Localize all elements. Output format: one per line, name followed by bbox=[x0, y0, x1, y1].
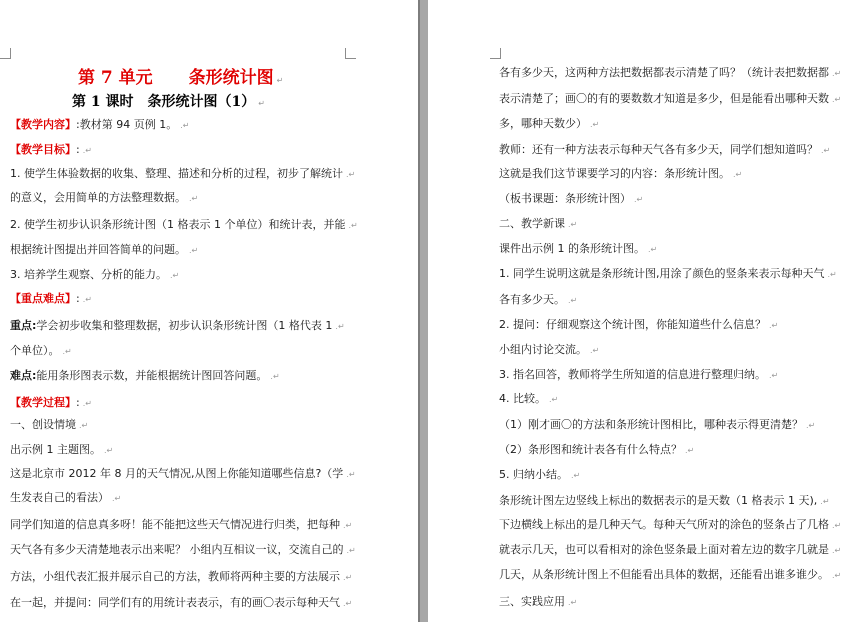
line-text: 这是北京市 2012 年 8 月的天气情况,从图上你能知道哪些信息?（学 bbox=[10, 467, 344, 480]
text-line bbox=[499, 443, 694, 458]
paragraph-mark: .↵ bbox=[112, 494, 122, 503]
text-line bbox=[10, 467, 356, 482]
line-text: 几天，从条形统计图上不但能看出具体的数据，还能看出谁多谁少。 bbox=[499, 568, 829, 581]
line-text: 二、教学新课 bbox=[499, 217, 565, 230]
text-line bbox=[10, 191, 198, 206]
paragraph-mark: .↵ bbox=[82, 295, 92, 304]
text-line bbox=[499, 242, 657, 257]
paragraph-mark: .↵ bbox=[568, 598, 578, 607]
line-text: 一、创设情境 bbox=[10, 418, 76, 431]
line-text: 3. 指名回答，教师将学生所知道的信息进行整理归纳。 bbox=[499, 368, 766, 381]
text-line bbox=[10, 344, 72, 359]
crop-mark-top-left bbox=[0, 48, 11, 59]
line-text: 1. 同学生说明这就是条形统计图,用涂了颜色的竖条来表示每种天气 bbox=[499, 267, 825, 280]
text-line bbox=[10, 518, 352, 533]
text-line bbox=[499, 192, 643, 207]
emphasis-label: 难点: bbox=[10, 369, 37, 382]
line-text: 下边横线上标出的是几种天气。每种天气所对的涂色的竖条占了几格 bbox=[499, 518, 829, 531]
text-line bbox=[10, 319, 345, 334]
line-text: 在一起，并提问：同学们有的用统计表表示，有的画〇表示每种天气 bbox=[10, 596, 340, 609]
text-line bbox=[499, 343, 599, 358]
line-text: 的意义，会用简单的方法整理数据。 bbox=[10, 191, 186, 204]
text-line bbox=[10, 218, 358, 233]
line-text: 各有多少天，这两种方法把数据都表示清楚了吗？（统计表把数据都 bbox=[499, 66, 829, 79]
text-line bbox=[10, 167, 355, 182]
unit-topic: 条形统计图 bbox=[188, 68, 274, 88]
text-line bbox=[499, 418, 815, 433]
text-line bbox=[499, 143, 830, 158]
paragraph-mark: .↵ bbox=[343, 521, 353, 530]
text-line bbox=[10, 543, 356, 558]
paragraph-mark: .↵ bbox=[346, 470, 356, 479]
paragraph-mark: .↵ bbox=[806, 421, 816, 430]
paragraph-mark: .↵ bbox=[79, 421, 89, 430]
paragraph-mark: .↵ bbox=[571, 471, 581, 480]
paragraph-mark: .↵ bbox=[568, 296, 578, 305]
paragraph-mark: .↵ bbox=[343, 573, 353, 582]
line-text: 出示例 1 主题图。 bbox=[10, 443, 101, 456]
section-heading: 【教学过程】 bbox=[10, 396, 76, 409]
paragraph-mark: .↵ bbox=[832, 571, 842, 580]
text-line bbox=[10, 570, 352, 585]
emphasis-label: 重点: bbox=[10, 319, 37, 332]
line-text: : bbox=[76, 396, 80, 409]
line-text: 1. 使学生体验数据的收集、整理、描述和分析的过程，初步了解统计 bbox=[10, 167, 343, 180]
text-line bbox=[10, 243, 198, 258]
text-line bbox=[499, 368, 778, 383]
paragraph-mark: .↵ bbox=[180, 121, 190, 130]
paragraph-mark: .↵ bbox=[335, 322, 345, 331]
line-text: :教材第 94 页例 1。 bbox=[76, 118, 178, 131]
paragraph-mark: .↵ bbox=[685, 446, 695, 455]
line-text: 能用条形图表示数，并能根据统计图回答问题。 bbox=[36, 369, 268, 382]
paragraph-mark: .↵ bbox=[62, 347, 72, 356]
lesson-title bbox=[72, 91, 265, 111]
line-text: 4. 比较。 bbox=[499, 392, 546, 405]
line-text: 5. 归纳小结。 bbox=[499, 468, 568, 481]
text-line bbox=[499, 117, 599, 132]
paragraph-mark: .↵ bbox=[270, 372, 280, 381]
text-line bbox=[499, 318, 778, 333]
paragraph-mark: .↵ bbox=[568, 220, 578, 229]
paragraph-mark: .↵ bbox=[832, 95, 842, 104]
text-line bbox=[499, 543, 841, 558]
line-text: 生发表自己的看法） bbox=[10, 491, 109, 504]
line-text: 多，哪种天数少） bbox=[499, 117, 587, 130]
text-line bbox=[499, 293, 577, 308]
text-line bbox=[10, 369, 280, 384]
line-text: 表示清楚了；画〇的有的要数数才知道是多少，但是能看出哪种天数 bbox=[499, 92, 829, 105]
line-text: 学会初步收集和整理数据，初步认识条形统计图（1 格代表 1 bbox=[36, 319, 333, 332]
paragraph-mark: .↵ bbox=[827, 270, 837, 279]
line-text: 课件出示例 1 的条形统计图。 bbox=[499, 242, 645, 255]
text-line bbox=[10, 491, 121, 506]
text-line bbox=[10, 118, 189, 133]
text-line bbox=[10, 143, 92, 158]
text-line bbox=[10, 418, 88, 433]
line-text: 小组内讨论交流。 bbox=[499, 343, 587, 356]
line-text: : bbox=[76, 143, 80, 156]
line-text: : bbox=[76, 292, 80, 305]
line-text: （2）条形图和统计表各有什么特点？ bbox=[499, 443, 682, 456]
paragraph-mark: .↵ bbox=[634, 195, 644, 204]
line-text: 天气各有多少天清楚地表示出来呢？ 小组内互相议一议，交流自己的 bbox=[10, 543, 344, 556]
text-line bbox=[499, 595, 577, 610]
line-text: 3. 培养学生观察、分析的能力。 bbox=[10, 268, 167, 281]
text-line bbox=[10, 396, 92, 411]
paragraph-mark: .↵ bbox=[590, 346, 600, 355]
paragraph-mark: .↵ bbox=[189, 246, 199, 255]
text-line bbox=[499, 66, 841, 81]
paragraph-mark: .↵ bbox=[733, 170, 743, 179]
paragraph-mark: .↵ bbox=[821, 146, 831, 155]
paragraph-mark: .↵ bbox=[104, 446, 114, 455]
unit-number: 第 7 单元 bbox=[78, 68, 153, 88]
line-text: （1）刚才画〇的方法和条形统计图相比，哪种表示得更清楚？ bbox=[499, 418, 803, 431]
line-text: 个单位）。 bbox=[10, 344, 60, 357]
crop-mark-top-right bbox=[345, 48, 356, 59]
paragraph-mark: .↵ bbox=[82, 146, 92, 155]
left-document-page bbox=[0, 0, 418, 622]
lesson-topic: 条形统计图（1） bbox=[147, 94, 256, 110]
paragraph-mark: .↵ bbox=[82, 399, 92, 408]
text-line bbox=[499, 392, 558, 407]
text-line bbox=[10, 268, 179, 283]
text-line bbox=[499, 267, 837, 282]
line-text: 2. 使学生初步认识条形统计图（1 格表示 1 个单位）和统计表，并能 bbox=[10, 218, 346, 231]
page-gap bbox=[418, 0, 428, 622]
lesson-number: 第 1 课时 bbox=[72, 94, 134, 110]
paragraph-mark: ↵ bbox=[276, 76, 284, 85]
paragraph-mark: .↵ bbox=[648, 245, 658, 254]
paragraph-mark: .↵ bbox=[346, 170, 356, 179]
line-text: 就表示几天，也可以看相对的涂色竖条最上面对着左边的数字几就是 bbox=[499, 543, 829, 556]
paragraph-mark: .↵ bbox=[820, 497, 830, 506]
paragraph-mark: .↵ bbox=[170, 271, 180, 280]
line-text: 各有多少天。 bbox=[499, 293, 565, 306]
paragraph-mark: .↵ bbox=[590, 120, 600, 129]
line-text: 方法，小组代表汇报并展示自己的方法，教师将两种主要的方法展示 bbox=[10, 570, 340, 583]
line-text: 同学们知道的信息真多呀！能不能把这些天气情况进行归类，把每种 bbox=[10, 518, 340, 531]
paragraph-mark: .↵ bbox=[346, 546, 356, 555]
text-line bbox=[10, 443, 113, 458]
section-heading: 【教学内容】 bbox=[10, 118, 76, 131]
line-text: 根据统计图提出并回答简单的问题。 bbox=[10, 243, 186, 256]
section-heading: 【教学目标】 bbox=[10, 143, 76, 156]
paragraph-mark: .↵ bbox=[832, 69, 842, 78]
line-text: 三、实践应用 bbox=[499, 595, 565, 608]
text-line bbox=[10, 596, 352, 611]
text-line bbox=[10, 292, 92, 307]
paragraph-mark: .↵ bbox=[343, 599, 353, 608]
text-line bbox=[499, 518, 841, 533]
paragraph-mark: .↵ bbox=[549, 395, 559, 404]
line-text: 教师：还有一种方法表示每种天气各有多少天，同学们想知道吗？ bbox=[499, 143, 818, 156]
paragraph-mark: ↵ bbox=[258, 99, 265, 108]
section-heading: 【重点难点】 bbox=[10, 292, 76, 305]
paragraph-mark: .↵ bbox=[832, 521, 842, 530]
text-line bbox=[499, 468, 580, 483]
paragraph-mark: .↵ bbox=[832, 546, 842, 555]
line-text: 这就是我们这节课要学习的内容：条形统计图。 bbox=[499, 167, 730, 180]
paragraph-mark: .↵ bbox=[348, 221, 358, 230]
line-text: （板书课题：条形统计图） bbox=[499, 192, 631, 205]
text-line bbox=[499, 217, 577, 232]
paragraph-mark: .↵ bbox=[189, 194, 199, 203]
text-line bbox=[499, 167, 742, 182]
paragraph-mark: .↵ bbox=[769, 371, 779, 380]
text-line bbox=[499, 568, 841, 583]
text-line bbox=[499, 494, 830, 509]
line-text: 2. 提问：仔细观察这个统计图，你能知道些什么信息？ bbox=[499, 318, 766, 331]
line-text: 条形统计图左边竖线上标出的数据表示的是天数（1 格表示 1 天), bbox=[499, 494, 818, 507]
unit-title bbox=[78, 63, 283, 88]
right-document-page bbox=[428, 0, 856, 622]
text-line bbox=[499, 92, 841, 107]
crop-mark-top-left bbox=[490, 48, 501, 59]
paragraph-mark: .↵ bbox=[769, 321, 779, 330]
